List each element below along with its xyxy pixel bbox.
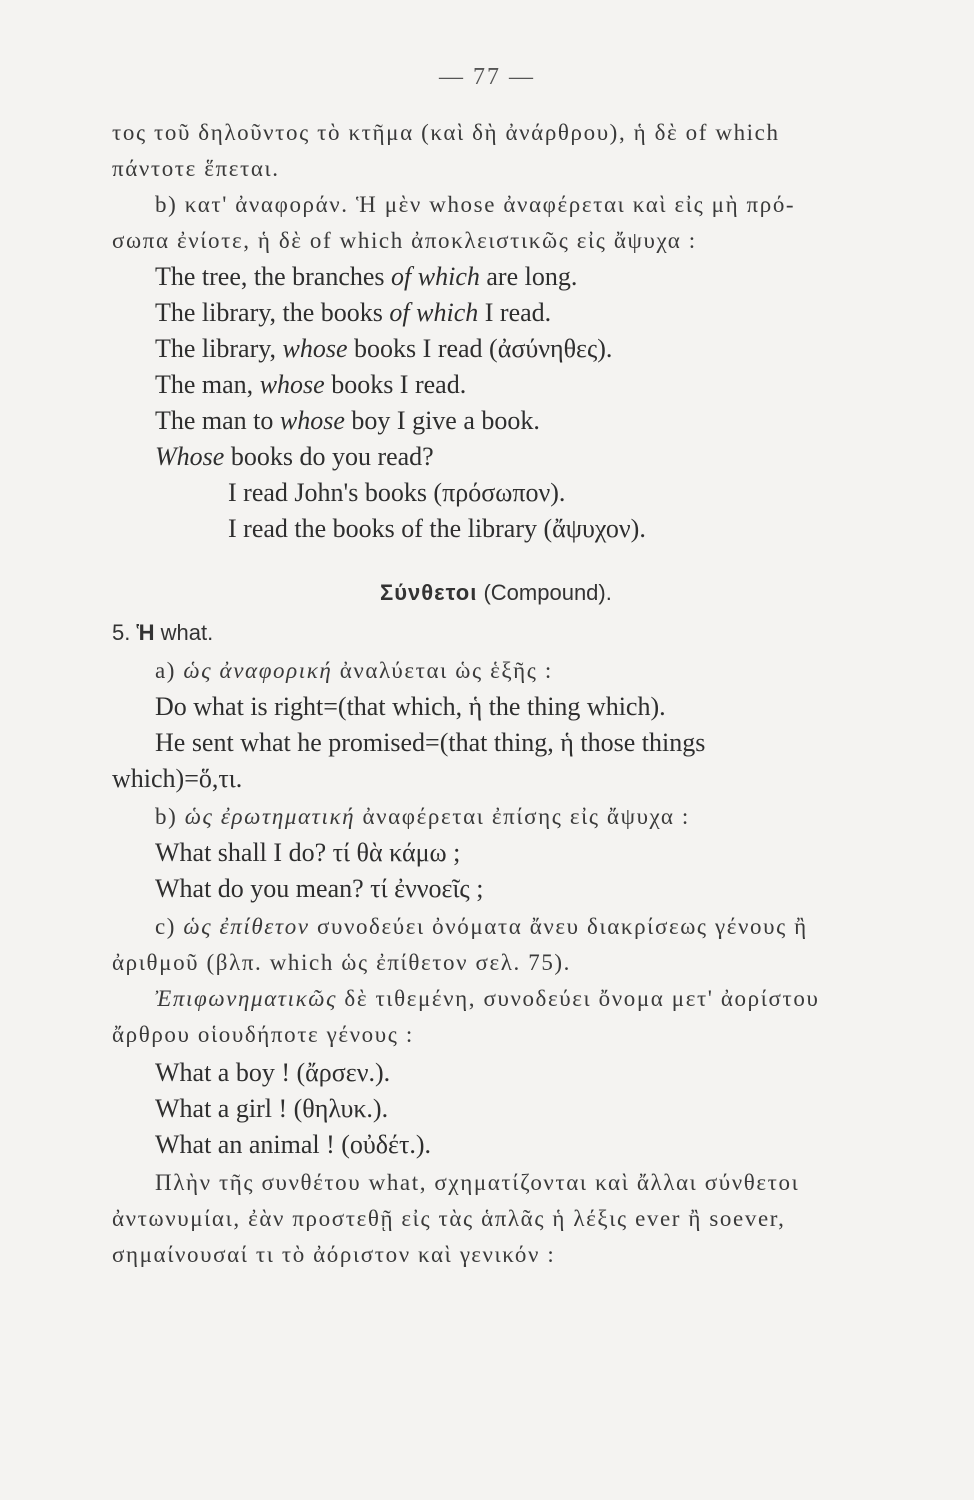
example-line: Whose books do you read? xyxy=(155,442,434,471)
text-line: b) ὡς ἐρωτηματική ἀναφέρεται ἐπίσης εἰς ἄψυχα : xyxy=(155,804,690,829)
example-line: The library, the books of which I read. xyxy=(155,298,552,327)
text-line: σημαίνουσαί τι τὸ ἀόριστον καὶ γενικόν : xyxy=(112,1242,556,1267)
example-line: Do what is right=(that which, ἡ the thing which). xyxy=(155,692,666,721)
example-line: What an animal ! (οὐδέτ.). xyxy=(155,1130,432,1159)
subsection-heading: 5. Ἡ what. xyxy=(112,620,214,645)
example-line: which)=ὅ,τι. xyxy=(112,764,243,793)
text-line: σωπα ἐνίοτε, ἡ δὲ of which ἀποκλειστικῶς εἰς ἄψυχα : xyxy=(112,228,697,253)
example-line: The library, whose books I read (ἀσύνηθες). xyxy=(155,334,613,363)
example-line: The tree, the branches of which are long. xyxy=(155,262,578,291)
text-line: ἄρθρου οἱουδήποτε γένους : xyxy=(112,1022,414,1047)
example-line: The man, whose books I read. xyxy=(155,370,467,399)
text-line: c) ὡς ἐπίθετον συνοδεύει ὀνόματα ἄνευ διακρίσεως γένους ἢ xyxy=(155,914,808,939)
example-line: What a boy ! (ἄρσεν.). xyxy=(155,1058,391,1087)
text-line: Πλὴν τῆς συνθέτου what, σχηματίζονται καὶ ἄλλαι σύνθετοι xyxy=(155,1170,800,1195)
example-line: The man to whose boy I give a book. xyxy=(155,406,540,435)
section-heading: Σύνθετοι (Compound). xyxy=(380,580,612,605)
text-line: b) κατ' ἀναφοράν. Ἡ μὲν whose ἀναφέρεται καὶ εἰς μὴ πρό- xyxy=(155,192,796,217)
example-line: What shall I do? τί θὰ κάμω ; xyxy=(155,838,461,867)
text-line: ἀντωνυμίαι, ἐὰν προστεθῇ εἰς τὰς ἁπλᾶς ἡ λέξις ever ἢ soever, xyxy=(112,1206,786,1231)
text-line: τος τοῦ δηλοῦντος τὸ κτῆμα (καὶ δὴ ἀνάρθρου), ἡ δὲ of which xyxy=(112,120,780,145)
text-line: a) ὡς ἀναφορική ἀναλύεται ὡς ἑξῆς : xyxy=(155,658,553,683)
text-line: ἀριθμοῦ (βλπ. which ὡς ἐπίθετον σελ. 75). xyxy=(112,950,572,975)
example-line: He sent what he promised=(that thing, ἡ those things xyxy=(155,728,706,757)
page-number: — 77 — xyxy=(439,64,535,90)
text-line: πάντοτε ἕπεται. xyxy=(112,156,280,181)
text-line: Ἐπιφωνηματικῶς δὲ τιθεμένη, συνοδεύει ὄνομα μετ' ἀορίστου xyxy=(155,986,820,1011)
example-line: What a girl ! (θηλυκ.). xyxy=(155,1094,389,1123)
example-line: What do you mean? τί ἐννοεῖς ; xyxy=(155,874,484,903)
example-line: I read the books of the library (ἄψυχον). xyxy=(228,514,646,543)
example-line: I read John's books (πρόσωπον). xyxy=(228,478,566,507)
